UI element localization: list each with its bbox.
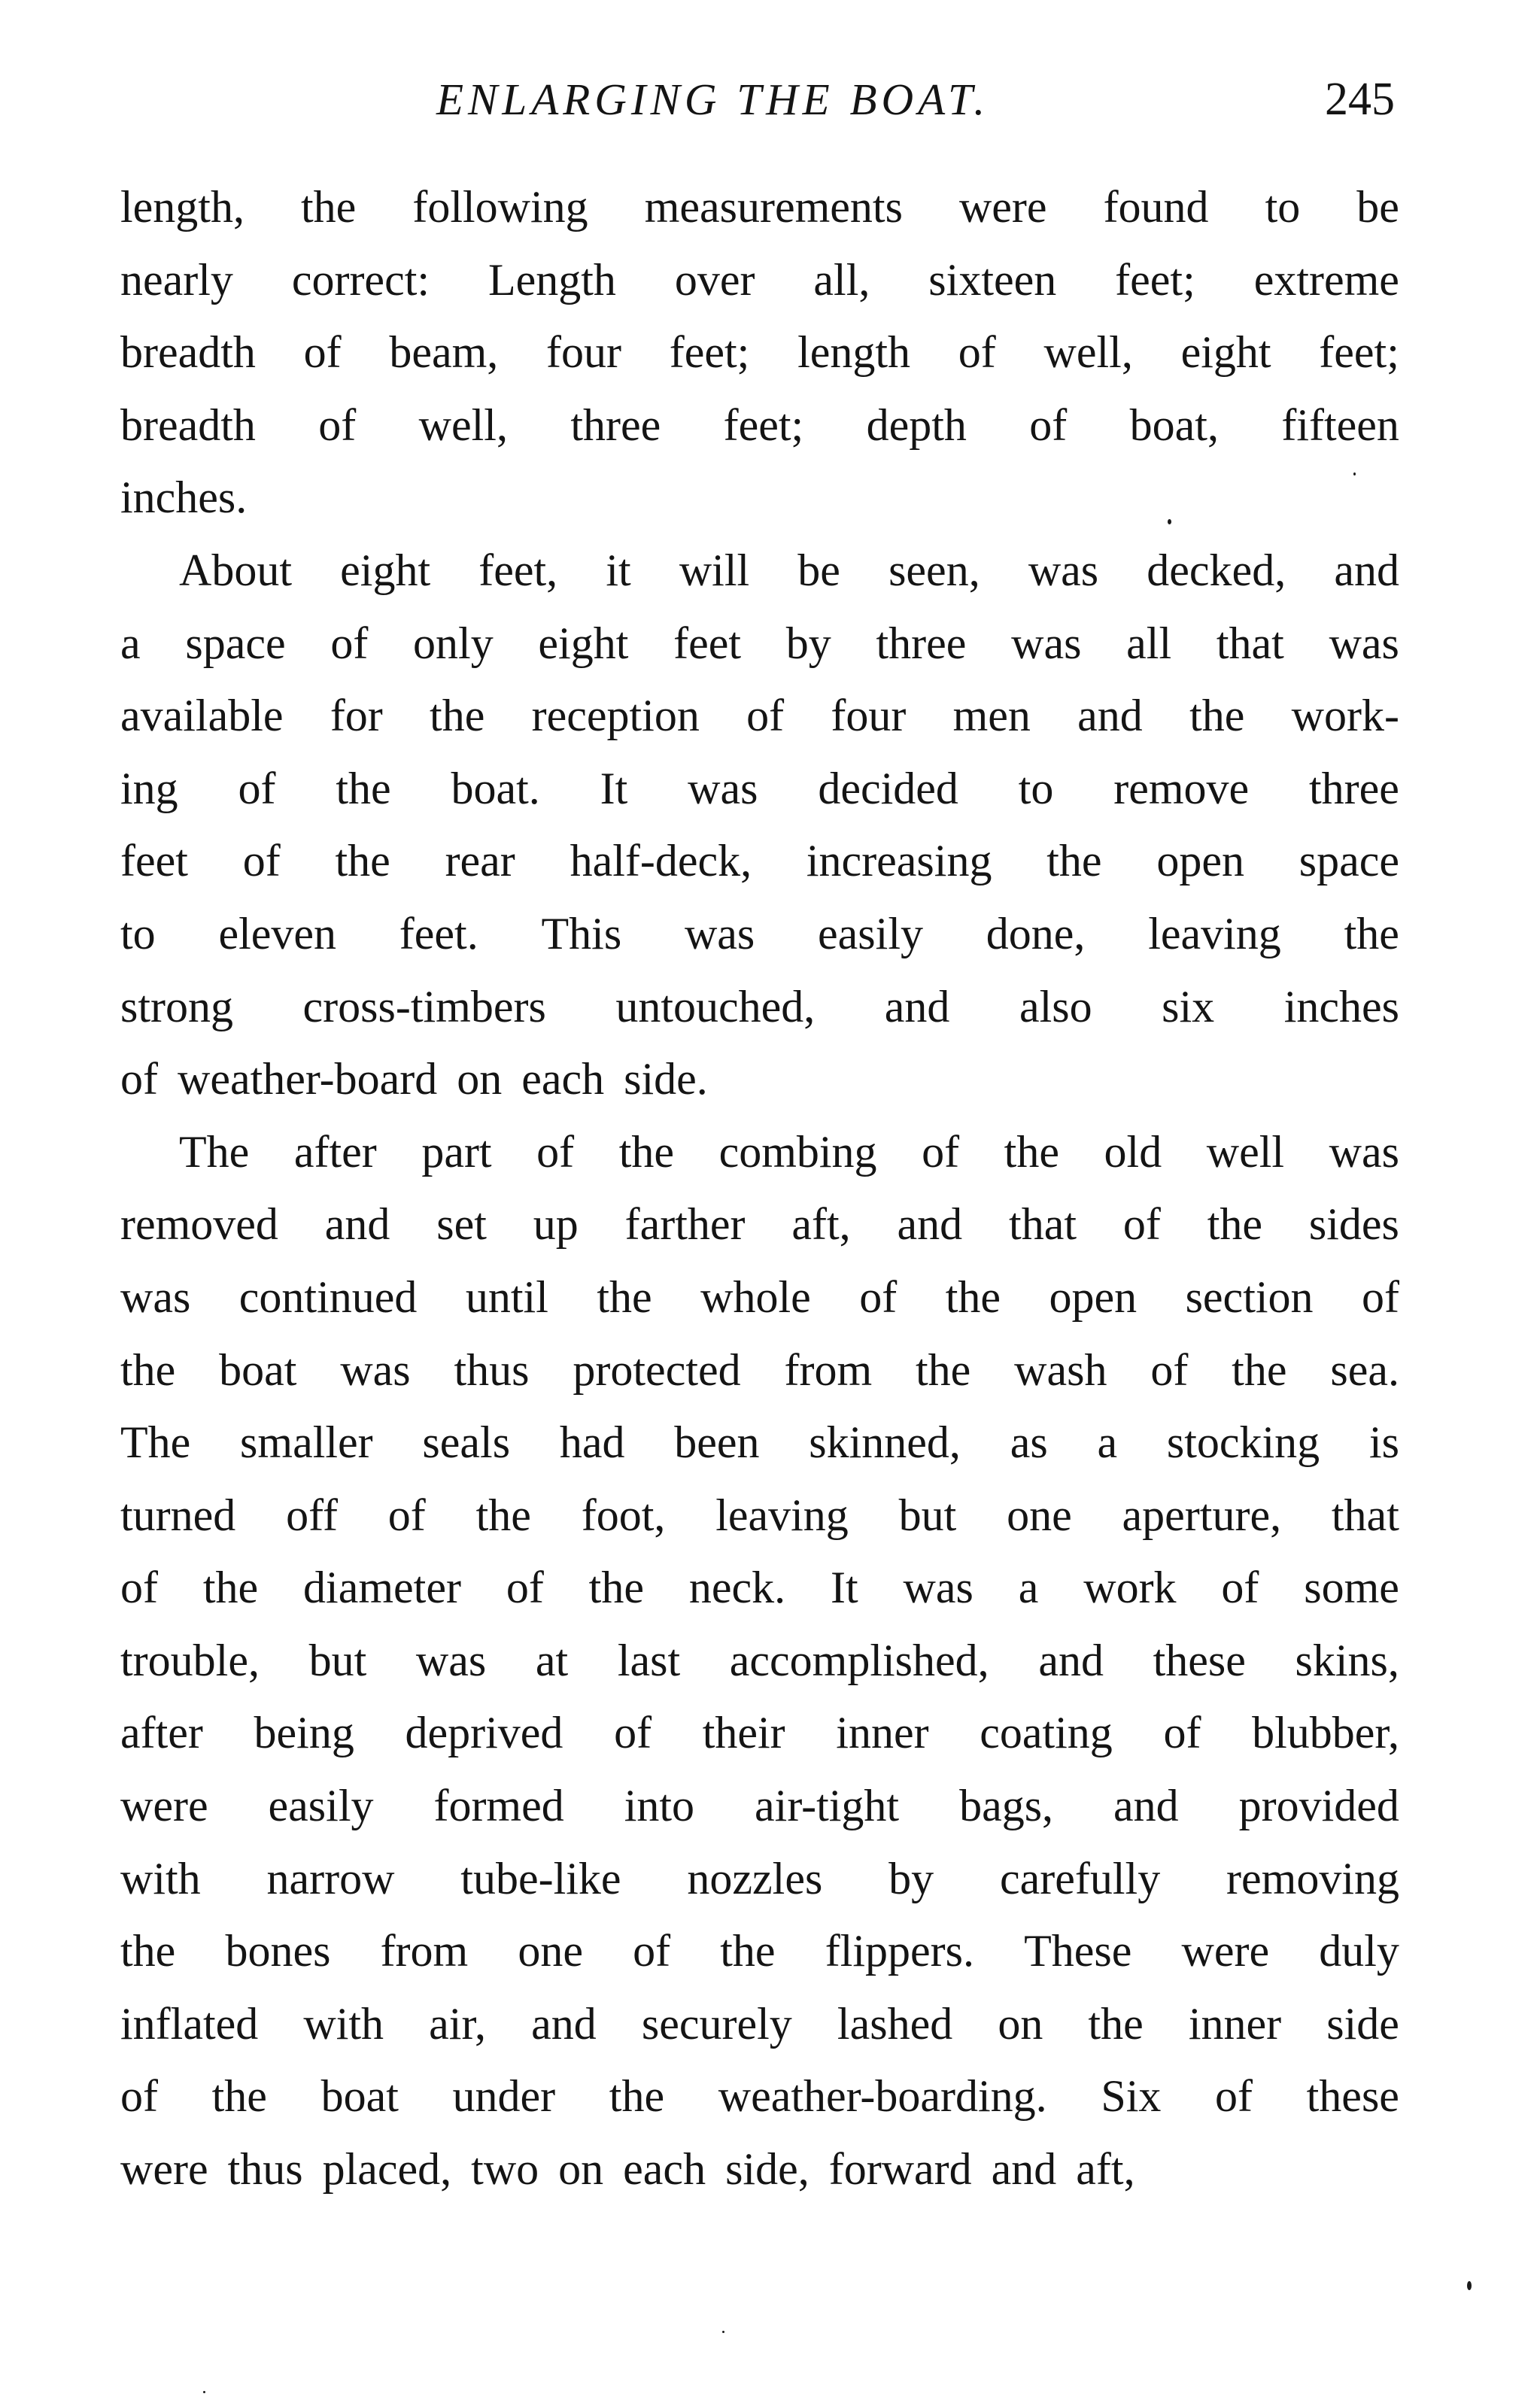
word: farther [624,1199,746,1250]
text-line [120,389,1399,462]
word: of [1150,1344,1189,1395]
word: that [1216,618,1284,668]
word: three [570,399,661,450]
word: the [1344,908,1399,958]
word: found [1103,182,1209,232]
word: open [1049,1271,1138,1322]
word: that [1009,1199,1077,1250]
word: were [958,182,1047,232]
word: of [330,618,369,668]
word: to [1265,182,1301,232]
word: for [330,691,383,741]
word: each [623,2144,706,2195]
text-line [120,971,1399,1044]
word: continued [238,1271,418,1322]
word: easily [268,1781,374,1831]
word: of [1029,399,1068,450]
word: these [1153,1635,1246,1685]
word: following [412,182,588,232]
word: skinned, [809,1417,961,1468]
word: old [1104,1126,1162,1177]
word: was [120,1271,191,1322]
word: leaving [715,1490,849,1540]
word: part [421,1126,492,1177]
word: inner [1188,1998,1282,2049]
word: a [1018,1563,1039,1613]
word: and [531,1998,597,2049]
text-line [120,898,1399,971]
word: These [1024,1926,1132,1976]
word: and [897,1199,963,1250]
word: up [533,1199,579,1250]
word: four [831,691,907,741]
word: of [120,1563,158,1613]
word: well [1206,1126,1285,1177]
word: sea. [1330,1344,1399,1395]
word: on [457,1054,503,1104]
word: at [535,1635,569,1685]
word: and [991,2144,1057,2195]
word: was [684,908,755,958]
word: into [624,1781,695,1831]
word: open [1156,836,1244,886]
word: the [475,1490,531,1540]
text-line [120,171,1399,244]
speck [722,2331,724,2333]
word: deprived [405,1708,563,1758]
word: be [797,545,840,595]
word: was [415,1635,487,1685]
word: neck. [688,1563,786,1613]
word: well, [418,399,508,450]
word: of [922,1126,960,1177]
word: on [558,2144,604,2195]
word: section [1185,1271,1314,1322]
word: leaving [1148,908,1281,958]
word: work- [1291,691,1399,741]
page-number: 245 [1325,74,1395,125]
word: from [784,1344,873,1395]
word: air-tight [755,1781,900,1831]
word: the [1232,1344,1287,1395]
word: remove [1113,763,1250,813]
word: the [335,836,390,886]
word: of [633,1926,671,1976]
word: the [597,1271,652,1322]
word: the [301,182,357,232]
word: the [120,1344,176,1395]
text-line [120,1770,1399,1842]
speck [1353,472,1356,475]
word: decided [818,763,958,813]
word: the [588,1563,644,1613]
text-line [120,1551,1399,1624]
word: of [958,327,996,378]
word: beam, [389,327,499,378]
word: until [465,1271,548,1322]
word: It [831,1563,858,1613]
text-line [120,1479,1399,1552]
word: turned [120,1490,236,1540]
word: feet [120,836,188,886]
word: boat, [1129,399,1219,450]
word: Six [1101,2071,1162,2122]
word: was [1011,618,1082,668]
word: also [1019,981,1092,1031]
word: bones [225,1926,331,1976]
text-line [120,1697,1399,1770]
word: under [452,2071,556,2122]
word: one [518,1926,583,1976]
word: and [1113,1781,1179,1831]
word: feet; [723,399,804,450]
word: lashed [837,1998,953,2049]
text-line [120,316,1399,389]
word: protected [573,1344,741,1395]
word: the [1088,1998,1144,2049]
text-line [120,1334,1399,1407]
speck [1168,519,1171,524]
word: boat. [451,763,540,813]
word: will [679,545,750,595]
word: removing [1226,1853,1399,1903]
paragraph [120,534,1399,1116]
word: had [559,1417,625,1468]
word: extreme [1253,254,1399,305]
word: the [915,1344,971,1395]
word: and [884,981,950,1031]
word: whole [700,1271,811,1322]
word: blubber, [1252,1708,1399,1758]
word: flippers. [825,1926,974,1976]
word: work [1083,1563,1177,1613]
word: inner [836,1708,929,1758]
text-line [120,461,1399,534]
word: aft, [791,1199,851,1250]
word: foot, [581,1490,666,1540]
word: of [746,691,785,741]
word: been [674,1417,760,1468]
text-line [120,607,1399,680]
word: and [1077,691,1143,741]
word: these [1306,2071,1399,2122]
word: be [1356,182,1399,232]
word: the [945,1271,1001,1322]
word: feet; [1319,327,1399,378]
word: of [1163,1708,1201,1758]
word: one [1007,1490,1072,1540]
word: ing [120,763,178,813]
word: a [120,618,141,668]
word: of [303,327,342,378]
word: feet; [1115,254,1195,305]
word: coating [980,1708,1113,1758]
word: the [1046,836,1102,886]
word: The [179,1126,250,1177]
word: with [303,1998,384,2049]
word: side, [725,2144,809,2195]
word: to [1018,763,1054,813]
word: boat [219,1344,297,1395]
word: to [120,908,156,958]
word: by [785,618,831,668]
text-line [120,825,1399,898]
word: cross-timbers [302,981,546,1031]
word: weather-board [177,1054,438,1104]
word: two [471,2144,539,2195]
word: increasing [806,836,992,886]
word: nearly [120,254,233,305]
word: smaller [240,1417,373,1468]
word: depth [866,399,967,450]
word: stocking [1166,1417,1320,1468]
word: It [600,763,628,813]
word: feet [673,618,742,668]
word: length [797,327,911,378]
text-line [120,1116,1399,1189]
word: Length [488,254,616,305]
word: three [1309,763,1399,813]
word: the [1004,1126,1059,1177]
word: off [286,1490,338,1540]
word: the [1189,691,1245,741]
word: placed, [322,2144,452,2195]
word: breadth [120,327,256,378]
word: measurements [644,182,903,232]
word: the [202,1563,259,1613]
text-line [120,1624,1399,1697]
word: but [898,1490,957,1540]
word: weather-boarding. [718,2071,1047,2122]
word: three [876,618,967,668]
word: This [541,908,622,958]
speck [1467,2281,1472,2290]
word: the [720,1926,776,1976]
word: of [614,1708,652,1758]
word: set [436,1199,487,1250]
word: of [1215,2071,1253,2122]
word: formed [433,1781,564,1831]
word: inches. [120,472,248,523]
word: skins, [1295,1635,1399,1685]
word: by [888,1853,934,1903]
word: feet, [478,545,558,595]
word: some [1304,1563,1399,1613]
word: the [336,763,391,813]
word: the [618,1126,675,1177]
word: rear [445,836,515,886]
word: and [1334,545,1399,595]
word: accomplished, [729,1635,989,1685]
word: inches [1283,981,1399,1031]
word: feet; [669,327,750,378]
word: carefully [1000,1853,1161,1903]
word: after [120,1708,203,1758]
word: only [413,618,494,668]
word: sides [1308,1199,1399,1250]
text-line [120,2060,1399,2133]
word: all, [813,254,870,305]
word: were [120,2144,208,2195]
word: reception [531,691,700,741]
word: eleven [218,908,337,958]
word: breadth [120,399,256,450]
word: were [1181,1926,1270,1976]
word: sixteen [928,254,1057,305]
word: was [1329,1126,1399,1177]
word: easily [818,908,923,958]
word: last [617,1635,681,1685]
word: men [952,691,1031,741]
word: from [380,1926,469,1976]
text-line [120,1188,1399,1261]
word: the [1207,1199,1263,1250]
paragraph [120,1116,1399,2206]
word: their [702,1708,785,1758]
word: length, [120,182,245,232]
running-head [120,69,1399,129]
word: was [903,1563,974,1613]
word: of [238,763,276,813]
word: is [1368,1417,1399,1468]
word: nozzles [687,1853,823,1903]
word: aft, [1076,2144,1135,2195]
word: done, [986,908,1086,958]
word: untouched, [615,981,816,1031]
word: of [859,1271,898,1322]
word: a [1097,1417,1118,1468]
word: of [318,399,357,450]
word: side. [624,1054,708,1104]
word: over [674,254,755,305]
text-line [120,244,1399,317]
word: decked, [1147,545,1286,595]
running-title: ENLARGING THE BOAT. [436,74,990,124]
body-text [120,171,1399,2206]
word: each [521,1054,605,1104]
word: of [506,1563,544,1613]
word: eight [538,618,629,668]
word: on [998,1998,1043,2049]
word: correct: [291,254,430,305]
word: the [609,2071,665,2122]
speck [203,2391,205,2393]
word: the [430,691,485,741]
word: was [1028,545,1099,595]
text-line [120,1988,1399,2061]
word: eight [340,545,431,595]
word: The [120,1417,191,1468]
word: thus [227,2144,303,2195]
word: securely [641,1998,792,2049]
word: was [1329,618,1399,668]
word: of [1122,1199,1161,1250]
word: seals [422,1417,511,1468]
word: it [606,545,631,595]
word: was [688,763,758,813]
word: of [1362,1271,1399,1322]
word: fifteen [1281,399,1399,450]
word: that [1331,1490,1399,1540]
word: and [1038,1635,1104,1685]
word: inflated [120,1998,259,2049]
text-line [120,1842,1399,1915]
word: was [340,1344,411,1395]
word: diameter [303,1563,461,1613]
word: trouble, [120,1635,260,1685]
word: removed [120,1199,278,1250]
text-line [120,2133,1399,2206]
text-line [120,1261,1399,1334]
text-line [120,534,1399,607]
word: but [308,1635,367,1685]
text-line [120,679,1399,752]
word: provided [1238,1781,1399,1831]
word: all [1126,618,1172,668]
word: of [120,2071,158,2122]
word: as [1010,1417,1048,1468]
word: four [546,327,622,378]
word: bags, [959,1781,1054,1831]
word: with [120,1853,201,1903]
word: feet. [399,908,478,958]
text-line [120,1043,1399,1116]
word: thus [454,1344,530,1395]
word: About [179,545,292,595]
word: and [324,1199,390,1250]
word: space [1299,836,1399,886]
word: after [293,1126,377,1177]
word: the [120,1926,176,1976]
word: side [1326,1998,1399,2049]
word: six [1162,981,1215,1031]
word: air, [429,1998,487,2049]
text-line [120,1915,1399,1988]
word: half-deck, [570,836,752,886]
word: seen, [888,545,980,595]
word: were [120,1781,208,1831]
word: tube-like [460,1853,621,1903]
word: well, [1043,327,1133,378]
word: boat [320,2071,399,2122]
word: the [211,2071,267,2122]
word: duly [1319,1926,1399,1976]
word: combing [718,1126,877,1177]
word: being [254,1708,354,1758]
word: of [120,1054,158,1104]
word: narrow [266,1853,395,1903]
word: wash [1014,1344,1107,1395]
word: of [387,1490,426,1540]
word: available [120,691,284,741]
word: eight [1180,327,1271,378]
word: aperture, [1122,1490,1282,1540]
word: strong [120,981,233,1031]
word: of [536,1126,575,1177]
text-line [120,1406,1399,1479]
paragraph [120,171,1399,534]
word: of [242,836,281,886]
word: of [1221,1563,1259,1613]
text-line [120,752,1399,825]
word: forward [828,2144,972,2195]
word: space [185,618,286,668]
